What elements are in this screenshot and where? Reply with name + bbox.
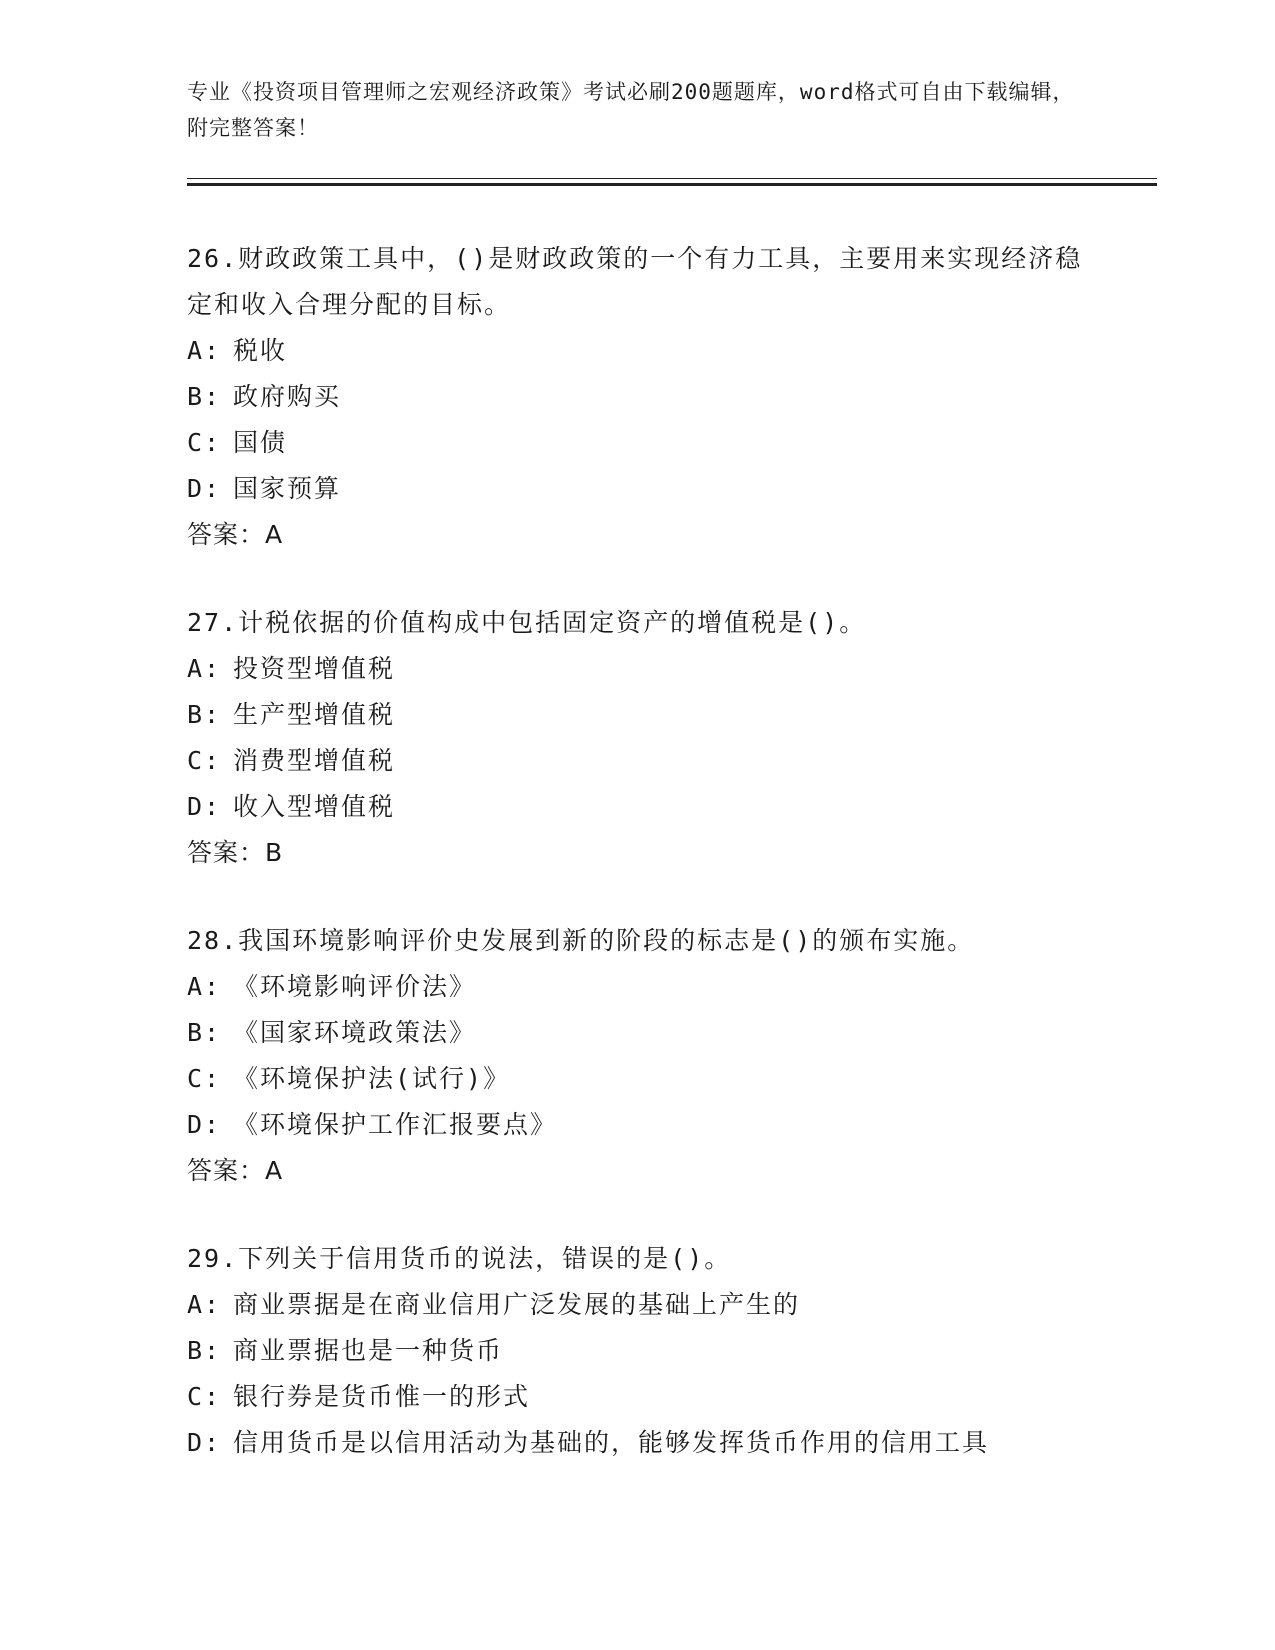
option-letter: C: xyxy=(187,428,222,457)
option-letter: B: xyxy=(187,1018,222,1047)
option-text: 《环境影响评价法》 xyxy=(233,972,477,1001)
option-d xyxy=(187,466,1087,512)
answer-line: 答案：A xyxy=(187,1156,284,1185)
option-letter: C: xyxy=(187,1382,222,1411)
option-d xyxy=(187,784,1087,830)
option-text: 国家预算 xyxy=(233,474,342,503)
option-letter: C: xyxy=(187,746,222,775)
question-text: 我国环境影响评价史发展到新的阶段的标志是()的颁布实施。 xyxy=(238,926,975,955)
option-letter: A: xyxy=(187,654,222,683)
option-b xyxy=(187,374,1087,420)
option-c xyxy=(187,1056,1087,1102)
option-d xyxy=(187,1102,1087,1148)
question-text: 计税依据的价值构成中包括固定资产的增值税是()。 xyxy=(238,608,867,637)
option-letter: D: xyxy=(187,1110,222,1139)
option-text: 投资型增值税 xyxy=(233,654,396,683)
option-text: 消费型增值税 xyxy=(233,746,396,775)
question-number: 27. xyxy=(187,608,239,637)
option-text: 《国家环境政策法》 xyxy=(233,1018,477,1047)
header-divider-thick xyxy=(187,183,1157,186)
option-c xyxy=(187,738,1087,784)
question-stem xyxy=(187,236,1087,328)
option-letter: B: xyxy=(187,382,222,411)
option-text: 银行券是货币惟一的形式 xyxy=(233,1382,531,1411)
option-text: 税收 xyxy=(233,336,288,365)
option-letter: D: xyxy=(187,792,222,821)
option-letter: C: xyxy=(187,1064,222,1093)
option-text: 商业票据是在商业信用广泛发展的基础上产生的 xyxy=(233,1290,801,1319)
answer-line: 答案：B xyxy=(187,838,284,867)
question-stem xyxy=(187,1236,1087,1282)
option-letter: A: xyxy=(187,336,222,365)
question-stem xyxy=(187,600,1087,646)
option-a xyxy=(187,964,1087,1010)
option-a xyxy=(187,328,1087,374)
option-b xyxy=(187,1328,1087,1374)
option-text: 政府购买 xyxy=(233,382,342,411)
question-number: 26. xyxy=(187,244,239,273)
option-text: 国债 xyxy=(233,428,288,457)
question-27 xyxy=(187,600,1087,876)
question-29 xyxy=(187,1236,1087,1466)
question-list xyxy=(187,236,1087,1508)
question-stem xyxy=(187,918,1087,964)
option-c xyxy=(187,420,1087,466)
option-b xyxy=(187,1010,1087,1056)
option-c xyxy=(187,1374,1087,1420)
option-a xyxy=(187,1282,1087,1328)
option-text: 《环境保护法(试行)》 xyxy=(233,1064,511,1093)
option-text: 《环境保护工作汇报要点》 xyxy=(233,1110,558,1139)
question-28 xyxy=(187,918,1087,1194)
option-letter: B: xyxy=(187,1336,222,1365)
option-text: 生产型增值税 xyxy=(233,700,396,729)
question-text: 下列关于信用货币的说法，错误的是()。 xyxy=(238,1244,732,1273)
document-intro: 专业《投资项目管理师之宏观经济政策》考试必刷200题题库，word格式可自由下载编辑，附完整答案！ xyxy=(187,80,1075,140)
option-letter: B: xyxy=(187,700,222,729)
question-number: 28. xyxy=(187,926,239,955)
option-text: 收入型增值税 xyxy=(233,792,396,821)
option-text: 商业票据也是一种货币 xyxy=(233,1336,504,1365)
question-26 xyxy=(187,236,1087,558)
option-text: 信用货币是以信用活动为基础的，能够发挥货币作用的信用工具 xyxy=(233,1428,990,1457)
header-divider-thin xyxy=(187,178,1157,179)
question-text: 财政政策工具中，()是财政政策的一个有力工具，主要用来实现经济稳定和收入合理分配的目标。 xyxy=(187,244,1083,319)
option-letter: A: xyxy=(187,1290,222,1319)
option-b xyxy=(187,692,1087,738)
option-letter: A: xyxy=(187,972,222,1001)
option-letter: D: xyxy=(187,1428,222,1457)
option-a xyxy=(187,646,1087,692)
answer-line: 答案：A xyxy=(187,520,284,549)
option-d xyxy=(187,1420,1087,1466)
question-number: 29. xyxy=(187,1244,239,1273)
option-letter: D: xyxy=(187,474,222,503)
